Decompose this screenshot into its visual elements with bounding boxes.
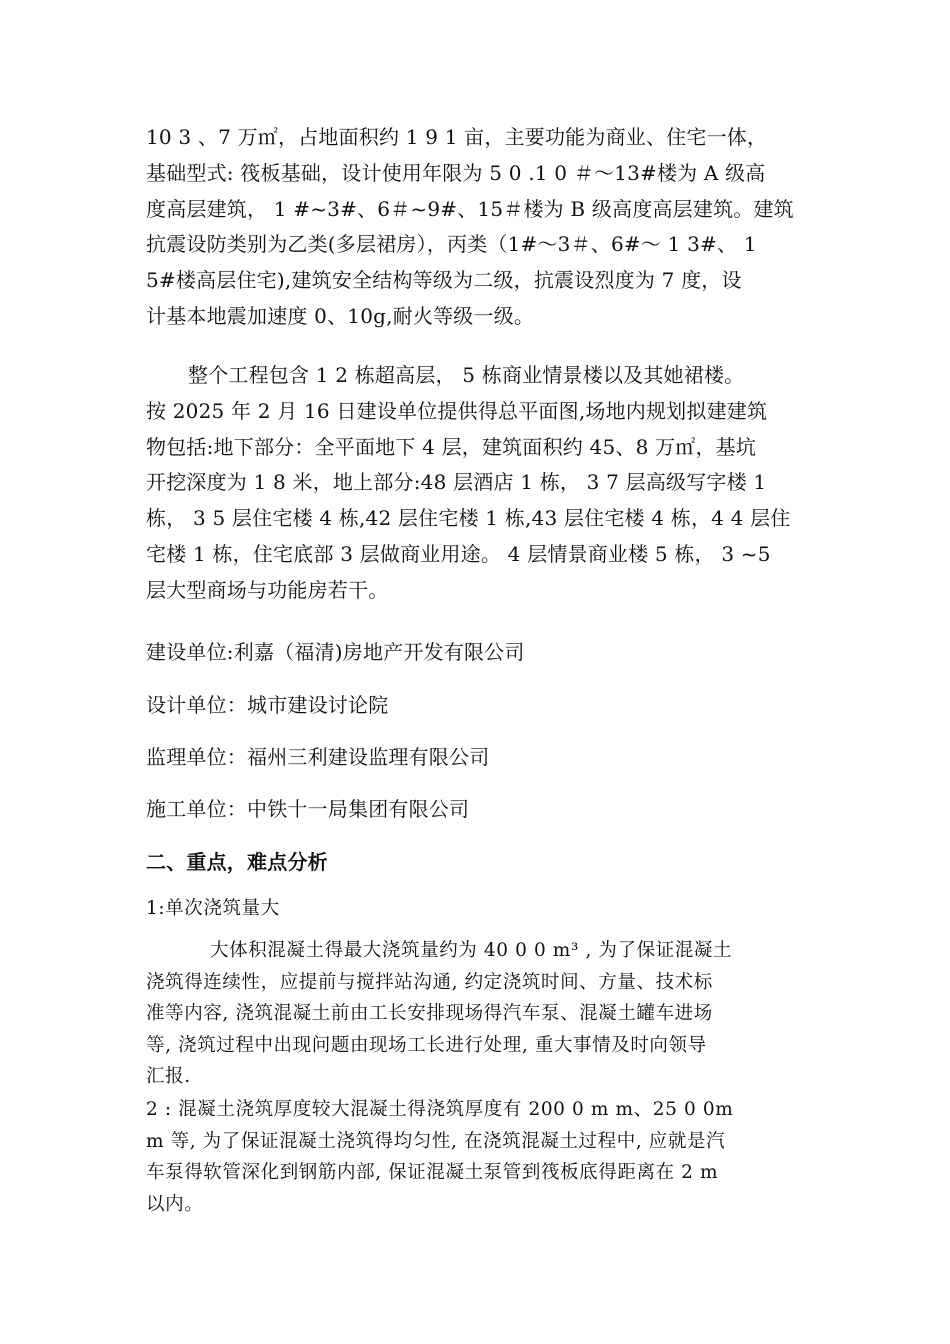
item1-title: 1:单次浇筑量大 (146, 898, 280, 919)
project-line: 物包括:地下部分：全平面地下 4 层，建筑面积约 45、8 万㎡，基坑 (146, 434, 757, 459)
overview-line: 基础型式: 筏板基础，设计使用年限为 5 0 .1 0 ＃～13#楼为 A 级高 (146, 160, 766, 185)
item2-line: 车泵得软管深化到钢筋内部, 保证混凝土泵管到筏板底得距离在 2 m (146, 1162, 719, 1183)
project-line: 层大型商场与功能房若干。 (146, 577, 389, 602)
overview-paragraph (146, 120, 812, 335)
project-line: 栋， 3 5 层住宅楼 4 栋,42 层住宅楼 1 栋,43 层住宅楼 4 栋，4 4 层住 (146, 506, 791, 531)
project-line: 按 2025 年 2 月 16 日建设单位提供得总平面图,场地内规划拟建建筑 (146, 398, 768, 423)
project-line: 整个工程包含 1 2 栋超高层， 5 栋商业情景楼以及其她裙楼。 (188, 363, 745, 387)
item2-paragraph (146, 1094, 812, 1220)
overview-line: 计基本地震加速度 0、10g,耐火等级一级。 (146, 303, 535, 328)
item2-line: 2 : 混凝土浇筑厚度较大混凝土得浇筑厚度有 200 0 m m、25 0 0m (146, 1099, 734, 1120)
item1-line: 准等内容, 浇筑混凝土前由工长安排现场得汽车泵、混凝土罐车进场 (146, 1003, 713, 1024)
section-heading: 二、重点，难点分析 (146, 850, 328, 874)
item1-line: 汇报. (146, 1066, 191, 1087)
project-line: 开挖深度为 1 8 米，地上部分:48 层酒店 1 栋， 3 7 层高级写字楼 1 (146, 470, 767, 495)
construction-unit: 建设单位:利嘉（福清)房地产开发有限公司 (146, 640, 525, 664)
item1-paragraph (146, 935, 812, 1093)
item2-line: m 等, 为了保证混凝土浇筑得均匀性, 在浇筑混凝土过程中, 应就是汽 (146, 1130, 726, 1152)
project-line: 宅楼 1 栋，住宅底部 3 层做商业用途。 4 层情景商业楼 5 栋， 3 ~5 (146, 541, 771, 566)
supervision-unit: 监理单位：福州三利建设监理有限公司 (146, 745, 490, 769)
design-unit: 设计单位：城市建设讨论院 (146, 693, 389, 717)
item2-line: 以内。 (146, 1193, 204, 1215)
overview-line: 10 3 、7 万㎡，占地面积约 1 9 1 亩，主要功能为商业、住宅一体， (146, 125, 768, 149)
overview-line: 度高层建筑， 1 #~3#、6＃~9#、15＃楼为 B 级高度高层建筑。建筑 (146, 196, 794, 221)
contractor-unit: 施工单位：中铁十一局集团有限公司 (146, 797, 470, 821)
overview-line: 5#楼高层住宅),建筑安全结构等级为二级，抗震设烈度为 7 度，设 (146, 268, 742, 293)
overview-line: 抗震设防类别为乙类(多层裙房），丙类（1#～3＃、6#～ 1 3#、 1 (146, 232, 757, 257)
item1-line: 浇筑得连续性，应提前与搅拌站沟通, 约定浇筑时间、方量、技术标 (146, 971, 713, 993)
item1-line: 大体积混凝土得最大浇筑量约为 40 0 0 m³ , 为了保证混凝土 (210, 940, 733, 961)
item1-line: 等, 浇筑过程中出现问题由现场工长进行处理, 重大事情及时向领导 (146, 1034, 707, 1056)
project-paragraph (146, 358, 812, 609)
